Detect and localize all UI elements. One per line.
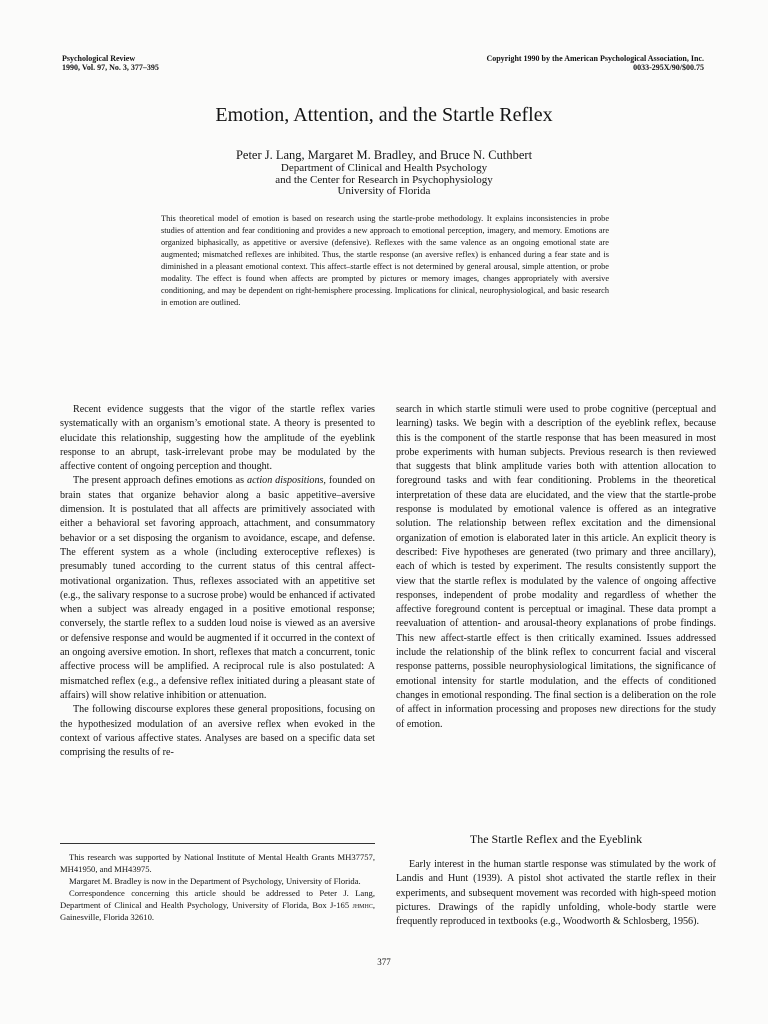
author-list: Peter J. Lang, Margaret M. Bradley, and Bruce N. Cuthbert xyxy=(235,148,533,162)
footnote: This research was supported by National Institute of Mental Health Grants MH37757, MH41950, and MH43975. xyxy=(60,852,375,874)
journal-name: Psychological Review xyxy=(62,54,136,63)
journal-volume: 1990, Vol. 97, No. 3, 377–395 xyxy=(62,63,159,72)
body-column-right-section xyxy=(396,858,716,929)
footnotes xyxy=(60,851,375,923)
affiliation-line: and the Center for Research in Psychophysiology xyxy=(275,173,493,186)
body-paragraph: The present approach defines emotions as action dispositions, founded on brain states that organize behavior along a basic appetitive–aversive dimension. It is postulated that all affects are primitively associated with either a behavioral set favoring approach, attachment, and consummatory behavior or a set disposing the organism to avoidance, escape, and defense. The efferent system as a whole (including exteroceptive reflexes) is presumably tuned according to the current status of this central affect-motivational organization. Thus, reflexes associated with an appetitive set (e.g., the salivary response to a sucrose probe) would be enhanced if activated when a subject was already engaged in a positive emotional response; conversely, the startle reflex to a sudden loud noise is viewed as an aversive or defensive response and would be augmented if it occurred in the context of an ongoing aversive emotion. In short, reflexes that match a concurrent, tonic affective process will be amplified. A reciprocal rule is also postulated: A mismatched reflex (e.g., a defensive reflex initiated during a pleasant state of affairs) will show relative inhibition or attenuation. xyxy=(60,475,375,701)
section-heading: The Startle Reflex and the Eyeblink xyxy=(469,832,643,846)
body-column-right xyxy=(396,403,716,732)
journal-citation xyxy=(62,54,159,72)
affiliation xyxy=(0,163,768,198)
page-number: 377 xyxy=(377,957,391,967)
footnote: Correspondence concerning this article should be addressed to Peter J. Lang, Department of Clinical and Health Psychology, University of Florida, Box J-165 jhmhc, Gainesville, Florida 32610. xyxy=(60,888,375,922)
affiliation-line: University of Florida xyxy=(337,185,431,197)
copyright-line: Copyright 1990 by the American Psychological Association, Inc. xyxy=(486,54,704,63)
footnote-divider xyxy=(60,843,375,844)
body-column-left xyxy=(60,403,375,760)
body-paragraph: Recent evidence suggests that the vigor of the startle reflex varies systematically with an organism’s emotional state. A theory is presented to elucidate this relationship, suggesting how the amplitude of the eyeblink response to an abrupt, task-irrelevant probe may be modulated by the affective content of ongoing perception and thought. xyxy=(60,404,375,473)
article-code: 0033-295X/90/$00.75 xyxy=(633,63,704,72)
body-paragraph: Early interest in the human startle response was stimulated by the work of Landis and Hunt (1939). A pistol shot activated the startle reflex in their experiments, and subsequent movement was recorded with high-speed motion pictures. Drawings of the rapidly unfolding, whole-body startle were frequently reproduced in textbooks (e.g., Woodworth & Schlosberg, 1956). xyxy=(396,859,716,928)
affiliation-line: Department of Clinical and Health Psychology xyxy=(280,162,488,174)
body-paragraph: The following discourse explores these general propositions, focusing on the hypothesized modulation of an aversive reflex when evoked in the context of various affective states. Analyses are based on a specific data set comprising the results of re- xyxy=(60,704,375,759)
footnote: Margaret M. Bradley is now in the Department of Psychology, University of Florida. xyxy=(69,876,361,886)
copyright-notice xyxy=(486,54,704,72)
abstract: This theoretical model of emotion is based on research using the startle-probe methodology. It explains inconsistencies in probe studies of attention and fear conditioning and provides a new approach to emotional perception, imagery, and memory. Emotions are organized biphasically, as appetitive or aversive (defensive). Reflexes with the same valence as an ongoing emotional state are augmented; mismatched reflexes are inhibited. Thus, the startle response (an aversive reflex) is enhanced during a fear state and is diminished in a pleasant emotional context. This affect–startle effect is not determined by general arousal, simple attention, or probe modality. The effect is found when affects are prompted by pictures or memory images, changes appropriately with aversive conditioning, and may be dependent on right-hemisphere processing. Implications for clinical, neurophysiological, and basic research in emotion are outlined. xyxy=(161,214,609,307)
body-paragraph: search in which startle stimuli were used to probe cognitive (perceptual and learning) tasks. We begin with a description of the eyeblink reflex, because this is the component of the startle response that has been measured in most probe experiments with human subjects. Previous research is then reviewed that suggests that blink amplitude varies both with attention allocation to foreground tasks and with fear conditioning. Problems in the theoretical interpretation of these data are elucidated, and the view that the startle-probe response is modulated by emotional valence is offered as an integrative solution. The relationship between reflex excitation and the dimensional organization of emotion is elaborated later in this article. An explicit theory is described: Five hypotheses are generated (two primary and three ancillary), each of which is tested by experiment. The results consistently support the view that the startle reflex is modulated by the valence of ongoing affective responses, independent of probe modality and regardless of whether the affective foreground content is perceptual or imaginal. These data prompt a reevaluation of attention- and arousal-theory explanations of probe findings. This new affect-startle effect is then critically examined. Issues addressed include the relationship of the blink reflex to concurrent facial and visceral response patterns, possible neurophysiological limitations, the significance of emotional intensity for startle modulation, and the effects of conditioned changes in emotional responding. The final section is a deliberation on the role of affect in information processing and proposes new directions for the study of emotion. xyxy=(396,404,716,730)
article-title: Emotion, Attention, and the Startle Reflex xyxy=(215,104,553,126)
